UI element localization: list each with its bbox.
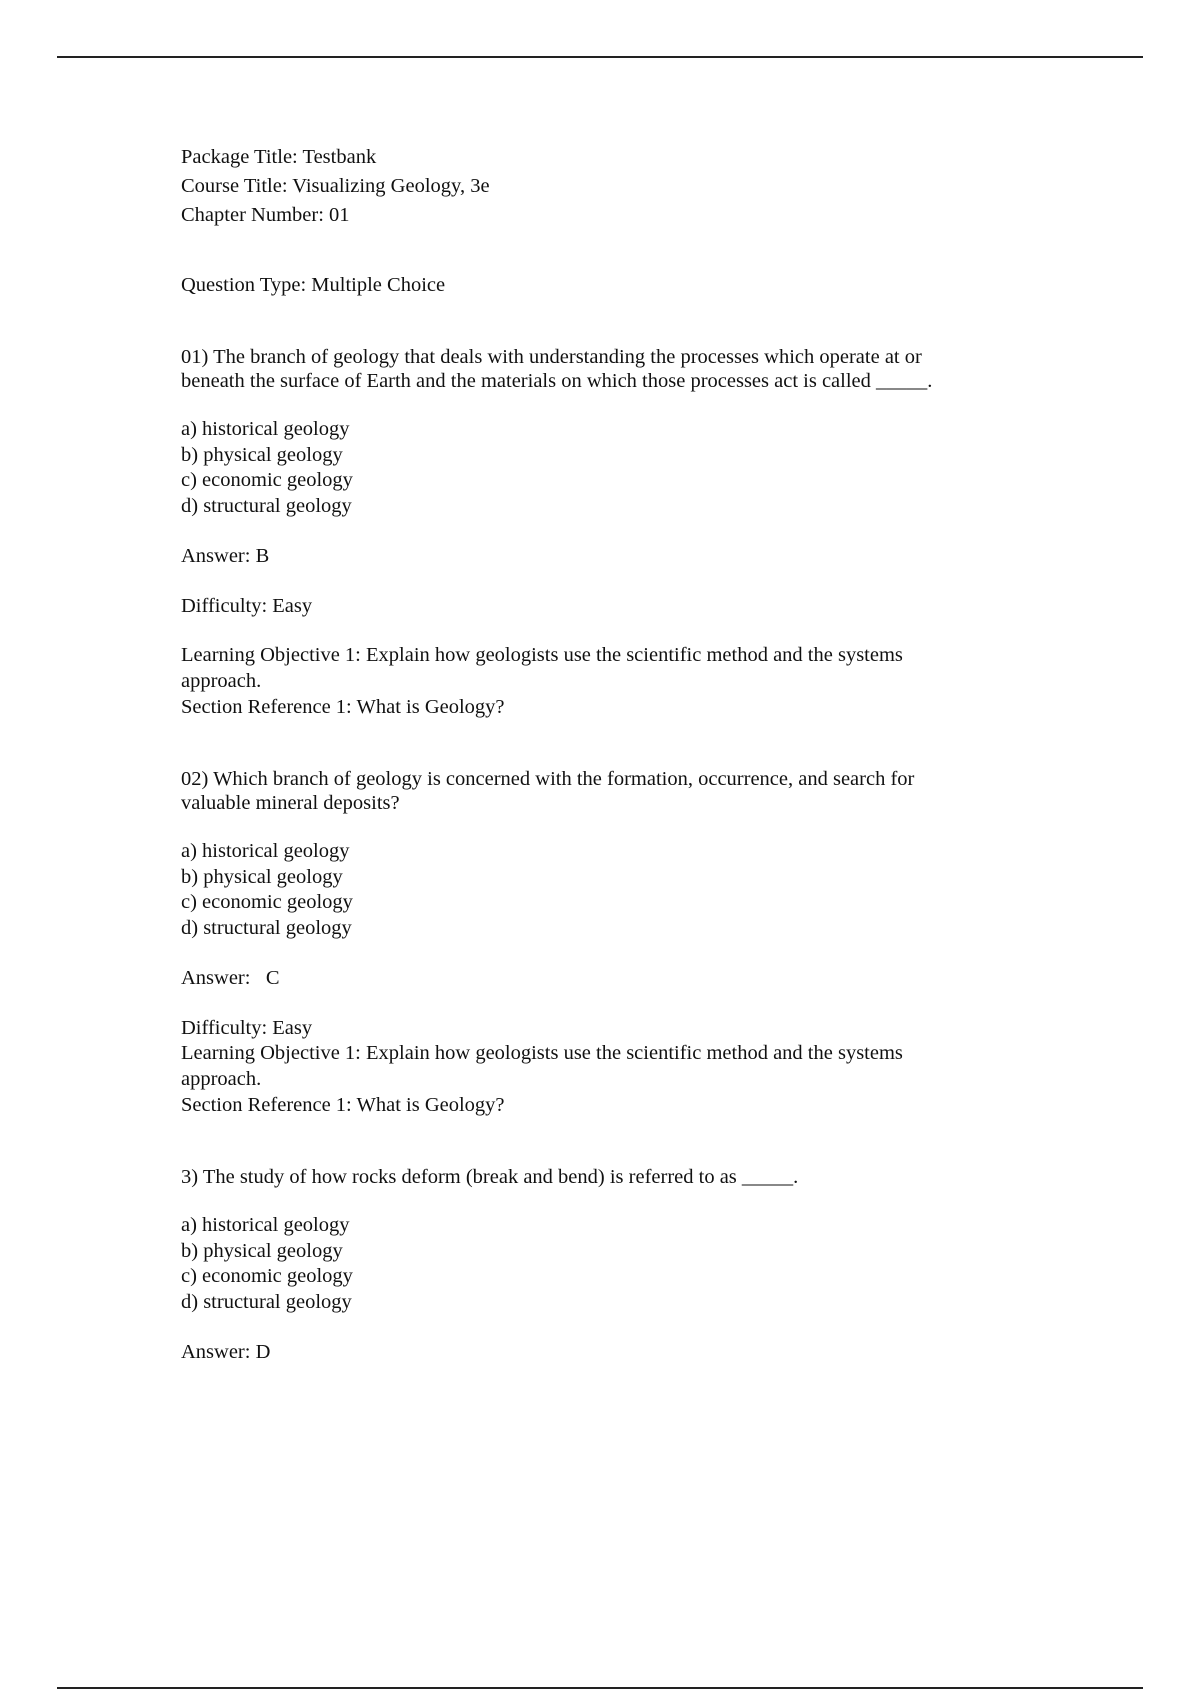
answer-options — [181, 417, 1011, 519]
document-body — [181, 143, 1011, 1365]
question-text-line: valuable mineral deposits? — [181, 792, 400, 814]
question-1 — [181, 345, 1011, 720]
question-text-line: 02) Which branch of geology is concerned with the formation, occurrence, and search for — [181, 768, 915, 790]
option-a: a) historical geology — [181, 1214, 350, 1236]
learning-objective-line: approach. — [181, 1067, 262, 1090]
option-d: d) structural geology — [181, 916, 352, 939]
course-title: Course Title: Visualizing Geology, 3e — [181, 175, 490, 197]
answer-text: Answer: D — [181, 1341, 271, 1363]
question-text-line: 01) The branch of geology that deals with understanding the processes which operate at or — [181, 346, 922, 368]
bottom-divider — [57, 1687, 1143, 1689]
section-reference-text: Section Reference 1: What is Geology? — [181, 1094, 505, 1116]
difficulty-text: Difficulty: Easy — [181, 595, 313, 617]
difficulty — [181, 593, 1011, 619]
question-type — [181, 272, 1011, 298]
option-d: d) structural geology — [181, 494, 352, 517]
question-text-line: beneath the surface of Earth and the materials on which those processes act is called _____. — [181, 370, 933, 392]
option-a: a) historical geology — [181, 418, 350, 440]
learning-objective — [181, 643, 1011, 694]
question-text — [181, 1165, 1011, 1189]
answer — [181, 965, 1011, 991]
question-2 — [181, 767, 1011, 1118]
package-title: Package Title: Testbank — [181, 146, 377, 168]
top-divider — [57, 56, 1143, 58]
answer — [181, 543, 1011, 569]
option-c: c) economic geology — [181, 891, 353, 913]
difficulty-text: Difficulty: Easy — [181, 1017, 313, 1039]
question-text — [181, 345, 1011, 393]
difficulty — [181, 1015, 1011, 1041]
option-b: b) physical geology — [181, 865, 343, 888]
question-type-label: Question Type: Multiple Choice — [181, 274, 446, 296]
option-b: b) physical geology — [181, 443, 343, 466]
learning-objective-line: Learning Objective 1: Explain how geologists use the scientific method and the systems — [181, 644, 903, 666]
answer-options — [181, 1213, 1011, 1315]
answer — [181, 1339, 1011, 1365]
answer-text: Answer: B — [181, 545, 270, 567]
question-text — [181, 767, 1011, 815]
answer-text: Answer: C — [181, 967, 280, 989]
chapter-number: Chapter Number: 01 — [181, 204, 350, 226]
option-d: d) structural geology — [181, 1290, 352, 1313]
option-b: b) physical geology — [181, 1239, 343, 1262]
section-reference-text: Section Reference 1: What is Geology? — [181, 696, 505, 718]
learning-objective-line: approach. — [181, 669, 262, 692]
learning-objective-line: Learning Objective 1: Explain how geologists use the scientific method and the systems — [181, 1042, 903, 1064]
option-a: a) historical geology — [181, 840, 350, 862]
option-c: c) economic geology — [181, 469, 353, 491]
answer-options — [181, 839, 1011, 941]
question-3 — [181, 1165, 1011, 1365]
learning-objective — [181, 1041, 1011, 1092]
section-reference — [181, 694, 1011, 720]
document-header — [181, 143, 1011, 230]
section-reference — [181, 1092, 1011, 1118]
option-c: c) economic geology — [181, 1265, 353, 1287]
question-text-line: 3) The study of how rocks deform (break and bend) is referred to as _____. — [181, 1166, 799, 1188]
